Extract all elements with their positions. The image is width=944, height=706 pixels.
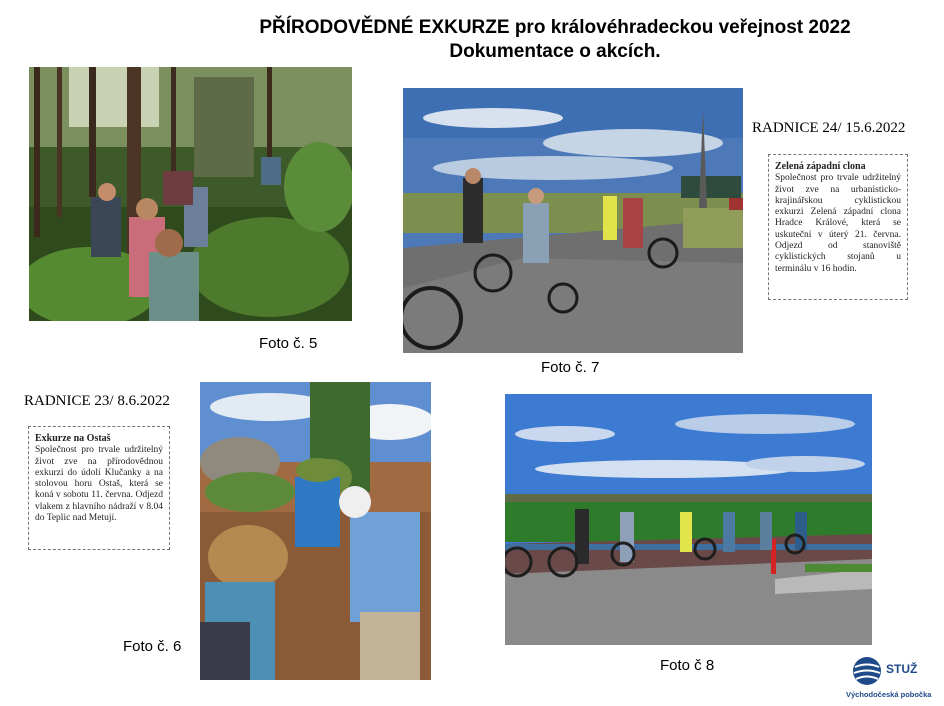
clipping-text: Společnost pro trvale udržitelný život zve na urbanisticko-krajinářskou cyklistickou exkurzi Zelená západní clona Hradce Králové, která se uskuteční v úterý 21. června. Odjezd od stanoviště cyklistických stojanů u terminálu v 16 hodin.	[775, 173, 901, 274]
caption-foto-6: Foto č. 6	[123, 638, 182, 655]
globe-icon	[852, 656, 882, 686]
page-title: PŘÍRODOVĚDNÉ EXKURZE pro královéhradeckou veřejnost 2022	[259, 17, 851, 38]
clipping-title: Zelená západní clona	[775, 161, 866, 172]
clipping-title: Exkurze na Ostaš	[35, 433, 111, 444]
logo-name: STUŽ	[886, 662, 918, 676]
page-subtitle: Dokumentace o akcích.	[449, 41, 661, 62]
news-clipping-ostas	[28, 426, 170, 550]
stuz-logo	[846, 654, 932, 702]
logo-subtitle: Východočeská pobočka	[846, 690, 932, 699]
caption-foto-7: Foto č. 7	[541, 359, 600, 376]
photo-foto-7	[403, 88, 743, 353]
photo-foto-8	[505, 394, 872, 645]
clipping-text: Společnost pro trvale udržitelný život zve na přírodovědnou exkurzi do údolí Klučanky a na stolovou horu Ostaš, která se koná v sobotu 11. června. Odjezd vlakem z hlavního nádraží v 8.04 do Teplic nad Metují.	[35, 445, 163, 524]
caption-foto-8: Foto č 8	[660, 657, 715, 674]
news-clipping-zelena-clona	[768, 154, 908, 300]
caption-foto-5: Foto č. 5	[259, 335, 318, 352]
radnice-23-label: RADNICE 23/ 8.6.2022	[24, 393, 170, 409]
photo-foto-6	[200, 382, 431, 680]
photo-foto-5	[29, 67, 352, 321]
radnice-24-label: RADNICE 24/ 15.6.2022	[752, 120, 906, 136]
